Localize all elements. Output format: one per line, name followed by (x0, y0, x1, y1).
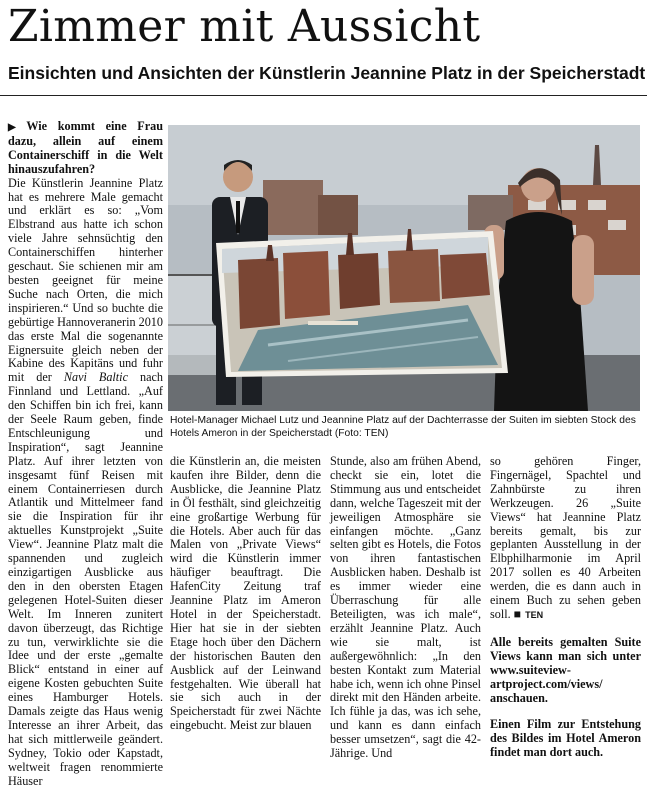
header-rule (0, 95, 647, 96)
spacer (490, 705, 641, 718)
photo-illustration (168, 125, 640, 411)
article-column-4 (490, 455, 641, 760)
info-box-2: Einen Film zur Entstehung des Bildes im Hotel Ameron findet man dort auch. (490, 717, 641, 760)
article-column-2 (170, 455, 321, 733)
author-tag: TEN (525, 609, 544, 620)
headline: Zimmer mit Aussicht (8, 1, 481, 52)
column-4-text: so gehören Finger, Fingernägel, Spachtel und Zahnbürste zu ihren Werkzeugen. 26 „Suite Views“ hat Jeannine Platz bereits gemalt, bis zur geplanten Ausstellung in der Elbphilharmonie im April 2017 sollen es 40 Arbeiten werden, die es dann auch in einem Buch zu sehen geben soll. ■ (490, 454, 641, 621)
lead-question (8, 120, 163, 177)
article-column-3 (330, 455, 481, 761)
info-box-1: Alle bereits gemalten Suite Views kann man sich unter www.suiteview-artproject.com/views/ anschauen. (490, 634, 641, 705)
article-photo (168, 125, 640, 411)
subheadline: Einsichten und Ansichten der Künstlerin Jeannine Platz in der Speicherstadt (8, 63, 646, 83)
column-4-body (490, 455, 641, 623)
column-1-text-a: Die Künstlerin Jeannine Platz hat es mehrere Male gemacht und erklärt es so: „Vom Elbstrand aus hatte ich schon viele Jahre sehnsüchtig den Containerschiffen hinterher geschaut. Sie schienen mir am besten geeignet für meine Suche nach Orten, die mich inspirieren.“ Und so buchte die gebürtige Hannoveranerin 2010 das erste Mal die sogenannte Eignersuite gleich neben der Kabine des Kapitäns und fuhr mit der (8, 175, 163, 385)
column-3-text: Stunde, also am frühen Abend, checkt sie ein, lotet die Stimmung aus und entscheidet dann, welche Tageszeit mit der jeweiligen Atmosphäre sie einfangen möchte. „Ganz selten gibt es Hotels, die Fotos von ihren fantastischen Ausblicken haben. Deshalb ist es immer wieder eine Überraschung für alle Beteiligten, was ich male“, erzählt Jeannine Platz. Auch wie sie malt, ist außergewöhnlich: „In den besten Kontakt zum Material habe ich, wenn ich ohne Pinsel direkt mit den Händen arbeite. Ich fühle ja das, was ich sehe, und kann es dann einfach besser umsetzen“, sagt die 42-Jährige. Und (330, 454, 481, 761)
ship-name: Navi Baltic (63, 370, 128, 385)
spacer (490, 623, 641, 636)
lead-question-text: Wie kommt eine Frau dazu, allein auf einem Containerschiff in die Welt hinauszufahren? (8, 119, 163, 176)
column-2-text: die Künstlerin an, die meisten kaufen ihre Bilder, denn die Ausblicke, die Jeannine Platz in Öl festhält, sind gleichzeitig eine großartige Werbung für die Hotels. Aber auch für das Malen von „Private Views“ wird die Künstlerin immer häufiger beauftragt. Die HafenCity Zeitung traf Jeannine Platz im Ameron Hotel in der Speicherstadt. Hier hat sie in der siebten Etage hoch über den Dächern der historischen Bauten den Ausblick auf der Leinwand festgehalten. Wie überall hat sie sich auch in der Speicherstadt für zwei Nächte eingebucht. Meist zur blauen (170, 454, 321, 733)
photo-caption: Hotel-Manager Michael Lutz und Jeannine Platz auf der Dachterrasse der Suiten im siebten Stock des Hotels Ameron in der Speicherstadt (Foto: TEN) (170, 415, 636, 439)
article-column-1 (8, 120, 163, 789)
triangle-bullet-icon: ▶ (8, 122, 24, 133)
column-1-text-b: nach Finnland und Lettland. „Auf den Schiffen bin ich frei, kann der Seele Raum geben, finde Entschleunigung und Inspiration“, sagt Jeannine Platz. Auf ihrer letzten von insgesamt fünf Reisen mit einem Containerriesen durch Atlantik und Mittelmeer fand sie die Inspiration für ihr aktuelles Kunstprojekt „Suite View“. Jeannine Platz malt die spannenden und zugleich einzigartigen Ausblicke aus den in den obersten Etagen gelegenen Hotel-Suiten dieser Welt. Im Inneren zunitert davon überzeugt, das Richtige zu tun, verwirklichte sie die Idee und der erste „gemalte Blick“ entstand in einer auf eigene Kosten gebuchten Suite eines Hamburger Hotels. Damals zeigte das Haus wenig Interesse an ihrer Arbeit, das hat sich mittlerweile geändert. Sydney, Tokio oder Kapstadt, weltweit fragen renommierte Häuser (8, 370, 164, 788)
column-1-body (8, 177, 163, 789)
